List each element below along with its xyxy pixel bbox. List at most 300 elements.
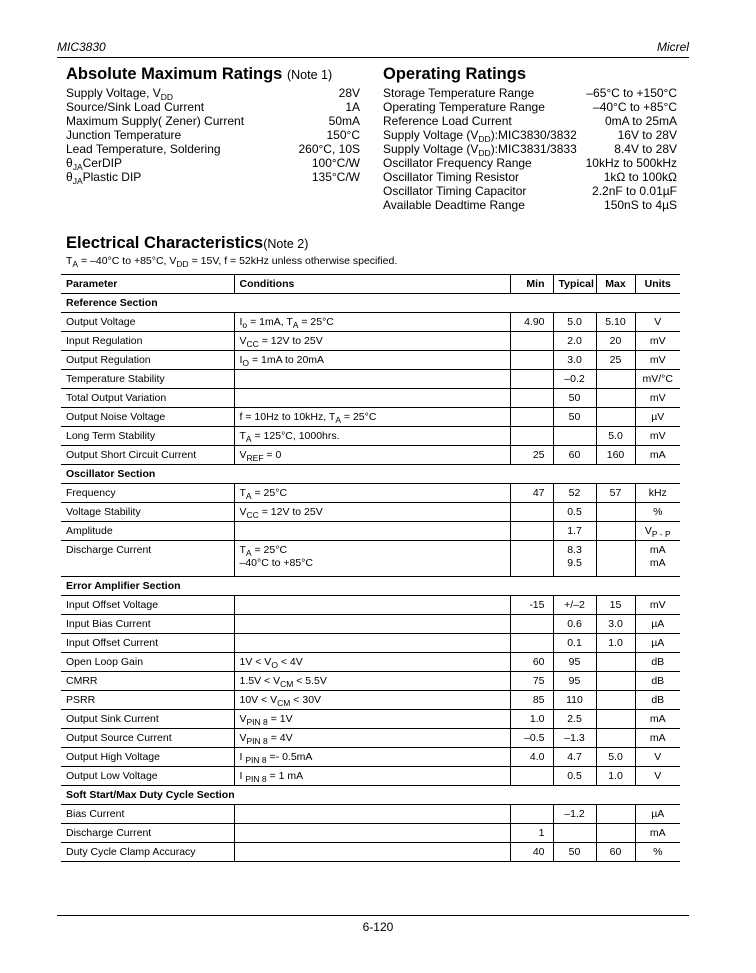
conditions-cell: [234, 805, 510, 824]
electrical-title: [66, 234, 308, 253]
units-cell: [635, 729, 680, 748]
operating-item-label: [383, 184, 526, 198]
conditions-cell: [234, 767, 510, 786]
min-cell: 25: [510, 446, 553, 465]
label-text-after: CerDIP: [82, 156, 122, 170]
min-cell: [510, 767, 553, 786]
conditions-cell: [234, 710, 510, 729]
units-line: [650, 449, 666, 461]
conditions-cell: [234, 484, 510, 503]
conditions-cell: [234, 748, 510, 767]
param-cell: Voltage Stability: [61, 503, 234, 522]
col-typical: Typical: [553, 275, 596, 294]
units-value: mA: [649, 713, 666, 725]
max-cell: 1.0: [596, 634, 635, 653]
typical-value: 50: [568, 392, 581, 404]
typical-value: 50: [568, 846, 581, 858]
cond-text: = 1mA, T: [247, 316, 293, 328]
table-row: [61, 767, 680, 786]
units-line: [650, 827, 666, 839]
conditions-cell: [234, 824, 510, 843]
header-brand: Micrel: [657, 40, 689, 54]
cond-text: V: [239, 713, 247, 725]
units-value: dB: [651, 675, 665, 687]
typical-cell: [553, 313, 596, 332]
param-cell: PSRR: [61, 691, 234, 710]
param-cell: Duty Cycle Clamp Accuracy: [61, 843, 234, 862]
units-value: V: [654, 316, 662, 328]
units-value: mV/°C: [642, 373, 673, 385]
abs-max-item-label: [66, 170, 141, 184]
typical-cell: [553, 767, 596, 786]
param-cell: Output Noise Voltage: [61, 408, 234, 427]
header-rule: [57, 57, 689, 58]
section-title: Reference Section: [61, 294, 680, 313]
operating-item: [383, 156, 677, 170]
conditions-line: [240, 316, 334, 328]
cond-subscript: PIN 8: [246, 717, 268, 727]
operating-item-label: [383, 86, 534, 100]
max-cell: [596, 710, 635, 729]
conditions-line: [240, 487, 288, 499]
abs-max-item-value: 100°C/W: [311, 156, 360, 170]
typical-cell: [553, 634, 596, 653]
units-cell: [635, 313, 680, 332]
conditions-cell: [234, 691, 510, 710]
max-cell: 5.0: [596, 427, 635, 446]
max-cell: 15: [596, 596, 635, 615]
label-text: Junction Temperature: [66, 128, 182, 142]
cond-text: = 0: [263, 449, 282, 461]
max-cell: 5.0: [596, 748, 635, 767]
operating-item-value: 150nS to 4µS: [604, 198, 677, 212]
min-cell: 1: [510, 824, 553, 843]
min-cell: [510, 408, 553, 427]
units-value: mA: [649, 827, 666, 839]
min-cell: [510, 503, 553, 522]
conditions-line: [240, 675, 327, 687]
typical-cell: [553, 446, 596, 465]
units-value: kHz: [648, 487, 667, 499]
units-value: µA: [651, 618, 665, 630]
cond-text: V: [239, 449, 247, 461]
table-row: [61, 729, 680, 748]
typical-cell: [553, 522, 596, 541]
cond-text: < 5.5V: [293, 675, 327, 687]
operating-item-label: [383, 170, 519, 184]
conditions-cell: [234, 351, 510, 370]
label-text: θ: [66, 156, 73, 170]
param-cell: Input Offset Current: [61, 634, 234, 653]
units-line: [650, 713, 666, 725]
min-cell: –0.5: [510, 729, 553, 748]
operating-item-label: [383, 114, 512, 128]
typical-cell: [553, 370, 596, 389]
max-cell: [596, 503, 635, 522]
units-line: [649, 487, 667, 499]
conditions-line: [240, 449, 282, 461]
operating-item: [383, 170, 677, 184]
units-value: µA: [651, 637, 665, 649]
cond-text: T: [239, 430, 246, 442]
abs-max-item: [66, 156, 360, 170]
cond-text: I: [239, 770, 246, 782]
param-cell: Input Bias Current: [61, 615, 234, 634]
typical-value: +/–2: [564, 599, 585, 611]
cond-subscript: A: [245, 548, 252, 558]
cond-sub: DD: [176, 259, 189, 269]
units-cell: [635, 370, 680, 389]
typical-cell: [553, 653, 596, 672]
typical-value: 0.1: [567, 637, 582, 649]
table-row: [61, 653, 680, 672]
label-subscript: DD: [478, 148, 491, 158]
label-text: Available Deadtime Range: [383, 198, 525, 212]
operating-item: [383, 184, 677, 198]
units-value: mA: [649, 732, 666, 744]
typical-value: 50: [568, 411, 581, 423]
units-cell: [635, 634, 680, 653]
label-text: Supply Voltage (V: [383, 128, 479, 142]
units-line: [643, 373, 673, 385]
conditions-cell: [234, 615, 510, 634]
label-text-after: ):MIC3830/3832: [490, 128, 577, 142]
abs-max-item: [66, 142, 360, 156]
label-subscript: JA: [72, 176, 83, 186]
cond-text: 1.5V < V: [239, 675, 281, 687]
label-text: Oscillator Timing Resistor: [383, 170, 520, 184]
cond-subscript: A: [292, 320, 299, 330]
units-value: dB: [651, 656, 665, 668]
typical-value: 52: [568, 487, 581, 499]
conditions-cell: [234, 522, 510, 541]
label-text: Storage Temperature Range: [383, 86, 535, 100]
cond-text: = 25°C: [251, 487, 288, 499]
table-row: [61, 710, 680, 729]
typical-cell: [553, 484, 596, 503]
typical-cell: [553, 503, 596, 522]
typical-cell: [553, 408, 596, 427]
param-cell: Total Output Variation: [61, 389, 234, 408]
units-value: mV: [649, 335, 666, 347]
cond-subscript: o: [242, 320, 248, 330]
cond-text: = 25°C: [251, 544, 288, 556]
typical-value: –1.3: [564, 732, 585, 744]
typical-cell: [553, 615, 596, 634]
cond-text: < 4V: [277, 656, 303, 668]
param-cell: Discharge Current: [61, 541, 234, 577]
min-cell: [510, 615, 553, 634]
conditions-cell: [234, 332, 510, 351]
param-cell: Discharge Current: [61, 824, 234, 843]
operating-item-value: –65°C to +150°C: [586, 86, 677, 100]
max-cell: [596, 370, 635, 389]
units-cell: [635, 408, 680, 427]
units-cell: [635, 389, 680, 408]
absolute-max-list: [66, 86, 360, 184]
abs-max-item-label: [66, 86, 173, 100]
units-line: [654, 316, 661, 328]
cond-text: I: [239, 316, 243, 328]
units-cell: [635, 351, 680, 370]
max-cell: [596, 824, 635, 843]
units-value: µA: [651, 808, 665, 820]
typical-value: 2.5: [567, 713, 582, 725]
typical-value: 8.3: [567, 544, 582, 556]
param-cell: Bias Current: [61, 805, 234, 824]
units-cell: [635, 503, 680, 522]
label-text: Maximum Supply( Zener) Current: [66, 114, 245, 128]
conditions-line: [240, 544, 505, 557]
label-text-after: ):MIC3831/3833: [490, 142, 577, 156]
abs-max-item-value: 1A: [345, 100, 360, 114]
units-line: [645, 525, 671, 537]
operating-item-value: –40°C to +85°C: [593, 100, 677, 114]
section-title: Error Amplifier Section: [61, 577, 680, 596]
units-value: mV: [649, 430, 666, 442]
max-cell: 20: [596, 332, 635, 351]
section-row: [61, 294, 680, 313]
typical-value: 0.6: [567, 618, 582, 630]
typical-value: 95: [568, 656, 581, 668]
table-row: [61, 691, 680, 710]
operating-item-label: [383, 100, 545, 114]
min-cell: 85: [510, 691, 553, 710]
units-value: mV: [649, 354, 666, 366]
units-value: mA: [649, 449, 666, 461]
max-cell: [596, 522, 635, 541]
label-text: Reference Load Current: [383, 114, 512, 128]
units-value: dB: [651, 694, 665, 706]
cond-text: = 25°C: [340, 411, 377, 423]
min-cell: 47: [510, 484, 553, 503]
operating-item-label: [383, 156, 532, 170]
abs-max-item: [66, 170, 360, 184]
operating-item-value: 2.2nF to 0.01µF: [592, 184, 677, 198]
cond-text: V: [239, 506, 247, 518]
cond-subscript: PIN 8: [245, 774, 267, 784]
units-line: [651, 675, 664, 687]
col-conditions: Conditions: [234, 275, 510, 294]
param-cell: Output Voltage: [61, 313, 234, 332]
cond-part: T: [66, 255, 73, 267]
label-text: Operating Temperature Range: [383, 100, 545, 114]
table-row: [61, 634, 680, 653]
conditions-line: [240, 354, 325, 366]
conditions-cell: [234, 446, 510, 465]
section-row: [61, 786, 680, 805]
abs-max-item-value: 135°C/W: [311, 170, 360, 184]
typical-value: 0.5: [567, 770, 582, 782]
max-cell: 60: [596, 843, 635, 862]
footer-rule: [57, 915, 689, 916]
table-row: [61, 522, 680, 541]
param-cell: Input Offset Voltage: [61, 596, 234, 615]
electrical-note: (Note 2): [263, 237, 309, 251]
absolute-max-title: [66, 65, 332, 84]
max-cell: [596, 805, 635, 824]
param-cell: Long Term Stability: [61, 427, 234, 446]
operating-item: [383, 142, 677, 156]
max-cell: [596, 408, 635, 427]
max-cell: [596, 653, 635, 672]
cond-subscript: PIN 8: [245, 755, 267, 765]
units-line: [650, 354, 666, 366]
cond-text: = 1 mA: [266, 770, 304, 782]
typical-value: 110: [566, 694, 583, 706]
label-text: θ: [66, 170, 73, 184]
operating-item-value: 1kΩ to 100kΩ: [603, 170, 677, 184]
abs-max-item-value: 150°C: [326, 128, 360, 142]
typical-value: 2.0: [567, 335, 582, 347]
table-row: [61, 313, 680, 332]
units-cell: [635, 446, 680, 465]
table-header-row: [61, 275, 680, 294]
table-row: [61, 446, 680, 465]
table-row: [61, 748, 680, 767]
units-line: [651, 411, 664, 423]
min-cell: -15: [510, 596, 553, 615]
param-cell: Output Source Current: [61, 729, 234, 748]
absolute-max-note: (Note 1): [286, 68, 333, 82]
label-subscript: JA: [72, 162, 83, 172]
units-line: [651, 808, 664, 820]
operating-item-value: 8.4V to 28V: [614, 142, 677, 156]
section-row: [61, 465, 680, 484]
col-max: Max: [596, 275, 635, 294]
units-line: [654, 770, 661, 782]
abs-max-item-value: 28V: [338, 86, 360, 100]
cond-subscript: CM: [277, 698, 291, 708]
conditions-cell: [234, 672, 510, 691]
section-row: [61, 577, 680, 596]
units-line: [641, 544, 676, 557]
units-cell: [635, 691, 680, 710]
conditions-cell: [234, 389, 510, 408]
conditions-line: [240, 694, 322, 706]
cond-subscript: O: [242, 358, 250, 368]
conditions-line: [240, 411, 377, 423]
units-cell: [635, 710, 680, 729]
conditions-line: [240, 335, 323, 347]
conditions-cell: [234, 653, 510, 672]
cond-text: = 12V to 25V: [258, 506, 323, 518]
cond-part: = 15V, f = 52kHz unless otherwise specified.: [188, 255, 398, 267]
table-row: [61, 843, 680, 862]
operating-item-value: 10kHz to 500kHz: [585, 156, 677, 170]
operating-item-value: 16V to 28V: [617, 128, 677, 142]
table-row: [61, 370, 680, 389]
abs-max-item-value: 260°C, 10S: [298, 142, 360, 156]
typical-value: –1.2: [564, 808, 585, 820]
units-cell: [635, 824, 680, 843]
table-row: [61, 596, 680, 615]
max-cell: 1.0: [596, 767, 635, 786]
units-line: [650, 732, 666, 744]
section-title: Oscillator Section: [61, 465, 680, 484]
units-cell: [635, 615, 680, 634]
cond-text: = 1V: [267, 713, 293, 725]
conditions-cell: [234, 408, 510, 427]
conditions-line-2: –40°C to +85°C: [239, 557, 313, 569]
cond-text: = 12V to 25V: [258, 335, 323, 347]
min-cell: 4.90: [510, 313, 553, 332]
conditions-cell: [234, 843, 510, 862]
units-line: [653, 506, 662, 518]
units-cell: [635, 767, 680, 786]
operating-item-label: [383, 128, 577, 142]
units-line: [651, 694, 664, 706]
label-text: Supply Voltage (V: [383, 142, 479, 156]
cond-text: T: [239, 487, 246, 499]
absolute-max-title-text: Absolute Maximum Ratings: [66, 65, 283, 83]
page-number: 6-120: [362, 920, 394, 934]
min-cell: [510, 351, 553, 370]
typical-value: 60: [568, 449, 581, 461]
operating-item-label: [383, 198, 525, 212]
min-cell: 1.0: [510, 710, 553, 729]
section-title: Soft Start/Max Duty Cycle Section: [61, 786, 680, 805]
min-cell: 75: [510, 672, 553, 691]
typical-cell: [553, 805, 596, 824]
param-cell: CMRR: [61, 672, 234, 691]
typical-value: 5.0: [567, 316, 582, 328]
param-cell: Input Regulation: [61, 332, 234, 351]
max-cell: 25: [596, 351, 635, 370]
abs-max-item-value: 50mA: [328, 114, 360, 128]
typical-value-2: 9.5: [567, 557, 582, 569]
units-cell: [635, 843, 680, 862]
typical-cell: [553, 427, 596, 446]
typical-cell: [553, 710, 596, 729]
cond-text: I: [239, 354, 243, 366]
electrical-table: [61, 274, 680, 862]
units-value-2: mA: [649, 557, 666, 569]
units-value: mA: [649, 544, 666, 556]
units-line: [654, 751, 661, 763]
abs-max-item-label: [66, 100, 204, 114]
cond-text: = 125°C, 1000hrs.: [251, 430, 340, 442]
typical-cell: [553, 748, 596, 767]
units-line: [653, 846, 662, 858]
table-row: [61, 389, 680, 408]
cond-subscript: A: [245, 434, 252, 444]
typical-value: 4.7: [567, 751, 582, 763]
typical-cell: [553, 389, 596, 408]
table-row: [61, 408, 680, 427]
typical-value: 95: [568, 675, 581, 687]
units-value: V: [654, 770, 662, 782]
min-cell: [510, 522, 553, 541]
cond-text: f = 10Hz to 10kHz, T: [239, 411, 336, 423]
units-cell: [635, 484, 680, 503]
cond-subscript: PIN 8: [246, 736, 268, 746]
operating-item-value: 0mA to 25mA: [604, 114, 677, 128]
table-row: [61, 332, 680, 351]
operating-ratings-title: Operating Ratings: [383, 65, 527, 83]
param-cell: Output Low Voltage: [61, 767, 234, 786]
table-row: [61, 805, 680, 824]
operating-item-label: [383, 142, 577, 156]
param-cell: Output Short Circuit Current: [61, 446, 234, 465]
max-cell: [596, 389, 635, 408]
max-cell: [596, 691, 635, 710]
conditions-line: [240, 656, 303, 668]
cond-subscript: A: [335, 415, 341, 425]
cond-text: 1V < V: [239, 656, 272, 668]
typical-cell: [553, 843, 596, 862]
abs-max-item: [66, 128, 360, 142]
